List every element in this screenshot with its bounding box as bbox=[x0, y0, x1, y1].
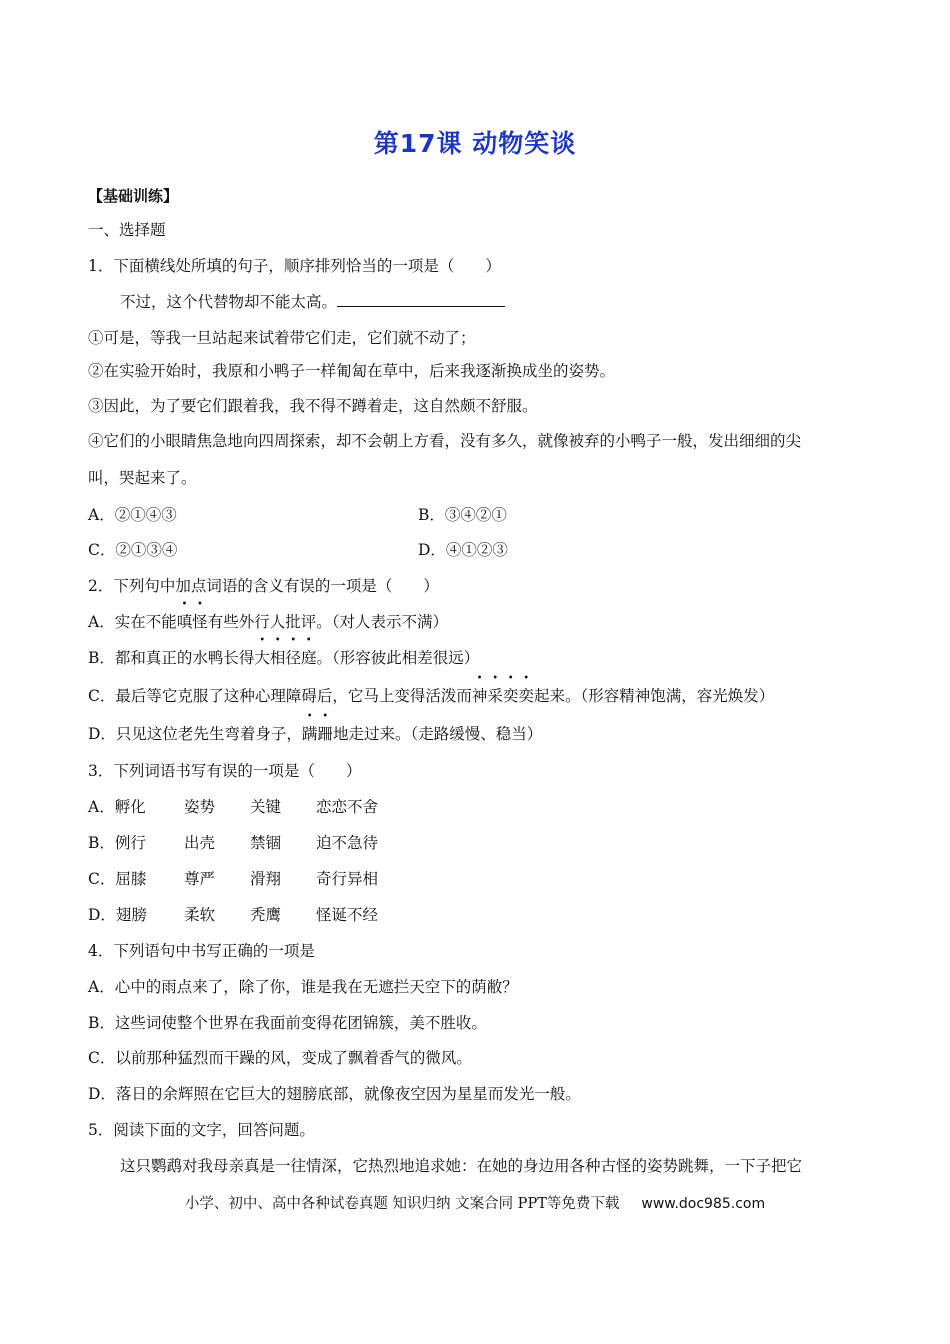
option-text: 。（形容彼此相差很远） bbox=[316, 649, 480, 667]
word: 恋恋不舍 bbox=[316, 798, 379, 816]
question-1-sentence-4: ④它们的小眼睛焦急地向四周探索，却不会朝上方看，没有多久，就像被弃的小鸭子一般，发出细细的尖 bbox=[88, 432, 802, 450]
option-text: A．实在不能 bbox=[88, 613, 177, 631]
question-1-sentence-1: ①可是，等我一旦站起来试着带它们走，它们就不动了； bbox=[88, 329, 476, 347]
question-2-stem: 2．下列句中加点词语的含义有误的一项是（ ） bbox=[88, 577, 439, 595]
question-4-stem: 4．下列语句中书写正确的一项是 bbox=[88, 942, 315, 960]
word: 奇行异相 bbox=[316, 870, 379, 888]
option-text: B．都和真正的水鸭长得 bbox=[88, 649, 255, 667]
word: 怪诞不经 bbox=[316, 906, 379, 924]
word: 禁锢 bbox=[250, 834, 282, 852]
question-3-option-d bbox=[88, 905, 378, 925]
word: 迫不急待 bbox=[316, 834, 379, 852]
part-heading-choice: 一、选择题 bbox=[88, 221, 166, 239]
word: D．翅膀 bbox=[88, 906, 147, 924]
question-1-context bbox=[120, 292, 505, 312]
question-1-sentence-2: ②在实验开始时，我原和小鸭子一样匍匐在草中，后来我逐渐换成坐的姿势。 bbox=[88, 362, 616, 380]
question-1-option-c: C．②①③④ bbox=[88, 541, 178, 559]
footer-text: 小学、初中、高中各种试卷真题 知识归纳 文案合同 PPT等免费下载 bbox=[184, 1196, 620, 1212]
word: A．孵化 bbox=[88, 798, 146, 816]
dotted-char: 采 bbox=[487, 687, 503, 705]
question-4-option-b: B．这些词使整个世界在我面前变得花团锦簇，美不胜收。 bbox=[88, 1014, 487, 1032]
dotted-char: 相 bbox=[269, 649, 286, 667]
answer-blank bbox=[337, 292, 505, 307]
option-text: 有些外行人批评。（对人表示不满） bbox=[207, 613, 448, 631]
question-1-option-a: A．②①④③ bbox=[88, 506, 177, 524]
word: 出壳 bbox=[184, 834, 216, 852]
option-text: 起来。（形容精神饱满，容光焕发） bbox=[533, 687, 775, 705]
dotted-char: 庭 bbox=[300, 649, 317, 667]
dotted-char: 径 bbox=[285, 649, 301, 667]
footer-url: www.doc985.com bbox=[641, 1196, 766, 1212]
question-1-option-b: B．③④②① bbox=[418, 506, 507, 524]
word: 柔软 bbox=[184, 906, 216, 924]
option-text: C．最后等它克服了这种心理障碍后，它马上变得活泼而 bbox=[88, 687, 472, 705]
question-1-option-d: D．④①②③ bbox=[418, 541, 508, 559]
word: 尊严 bbox=[184, 870, 216, 888]
question-2-option-d bbox=[88, 724, 542, 744]
page-title: 第17课 动物笑谈 bbox=[373, 129, 577, 158]
question-5-passage: 这只鹦鹉对我母亲真是一往情深，它热烈地追求她：在她的身边用各种古怪的姿势跳舞，一下子把它 bbox=[120, 1157, 803, 1175]
page-footer bbox=[0, 1192, 950, 1213]
dotted-char: 怪 bbox=[192, 613, 208, 631]
dotted-char: 跚 bbox=[317, 725, 333, 743]
question-4-option-d: D．落日的余辉照在它巨大的翅膀底部，就像夜空因为星星而发光一般。 bbox=[88, 1085, 581, 1103]
question-5-stem: 5．阅读下面的文字，回答问题。 bbox=[88, 1121, 315, 1139]
section-heading-basic: 【基础训练】 bbox=[88, 187, 179, 205]
question-3-option-b bbox=[88, 833, 378, 853]
word: C．屈膝 bbox=[88, 870, 147, 888]
dotted-char: 奕 bbox=[518, 687, 534, 705]
word: 秃鹰 bbox=[250, 906, 282, 924]
question-4-option-a: A．心中的雨点来了，除了你，谁是我在无遮拦天空下的荫敝？ bbox=[88, 978, 518, 996]
dotted-char: 奕 bbox=[502, 687, 519, 705]
question-3-option-c bbox=[88, 869, 378, 889]
dotted-char: 神 bbox=[471, 687, 488, 705]
question-1-sentence-4-cont: 叫，哭起来了。 bbox=[88, 469, 197, 487]
question-3-option-a bbox=[88, 797, 378, 817]
question-2-option-a bbox=[88, 612, 448, 632]
question-1-stem: 1．下面横线处所填的句子，顺序排列恰当的一项是（ ） bbox=[88, 257, 501, 275]
question-1-sentence-3: ③因此，为了要它们跟着我，我不得不蹲着走，这自然颇不舒服。 bbox=[88, 397, 538, 415]
question-3-stem: 3．下列词语书写有误的一项是（ ） bbox=[88, 762, 362, 780]
option-text: D．只见这位老先生弯着身子， bbox=[88, 725, 302, 743]
question-4-option-c: C．以前那种猛烈而干躁的风，变成了飘着香气的微风。 bbox=[88, 1049, 472, 1067]
dotted-char: 蹒 bbox=[301, 725, 318, 743]
dotted-char: 嗔 bbox=[176, 613, 193, 631]
question-2-option-c bbox=[88, 686, 774, 706]
dotted-char: 大 bbox=[254, 649, 270, 667]
word: 滑翔 bbox=[250, 870, 282, 888]
option-text: 地走过来。（走路缓慢、稳当） bbox=[332, 725, 543, 743]
question-1-context-text: 不过，这个代替物却不能太高。 bbox=[120, 293, 338, 311]
word: 关键 bbox=[250, 798, 282, 816]
word: B．例行 bbox=[88, 834, 146, 852]
word: 姿势 bbox=[184, 798, 216, 816]
question-2-option-b bbox=[88, 648, 479, 668]
